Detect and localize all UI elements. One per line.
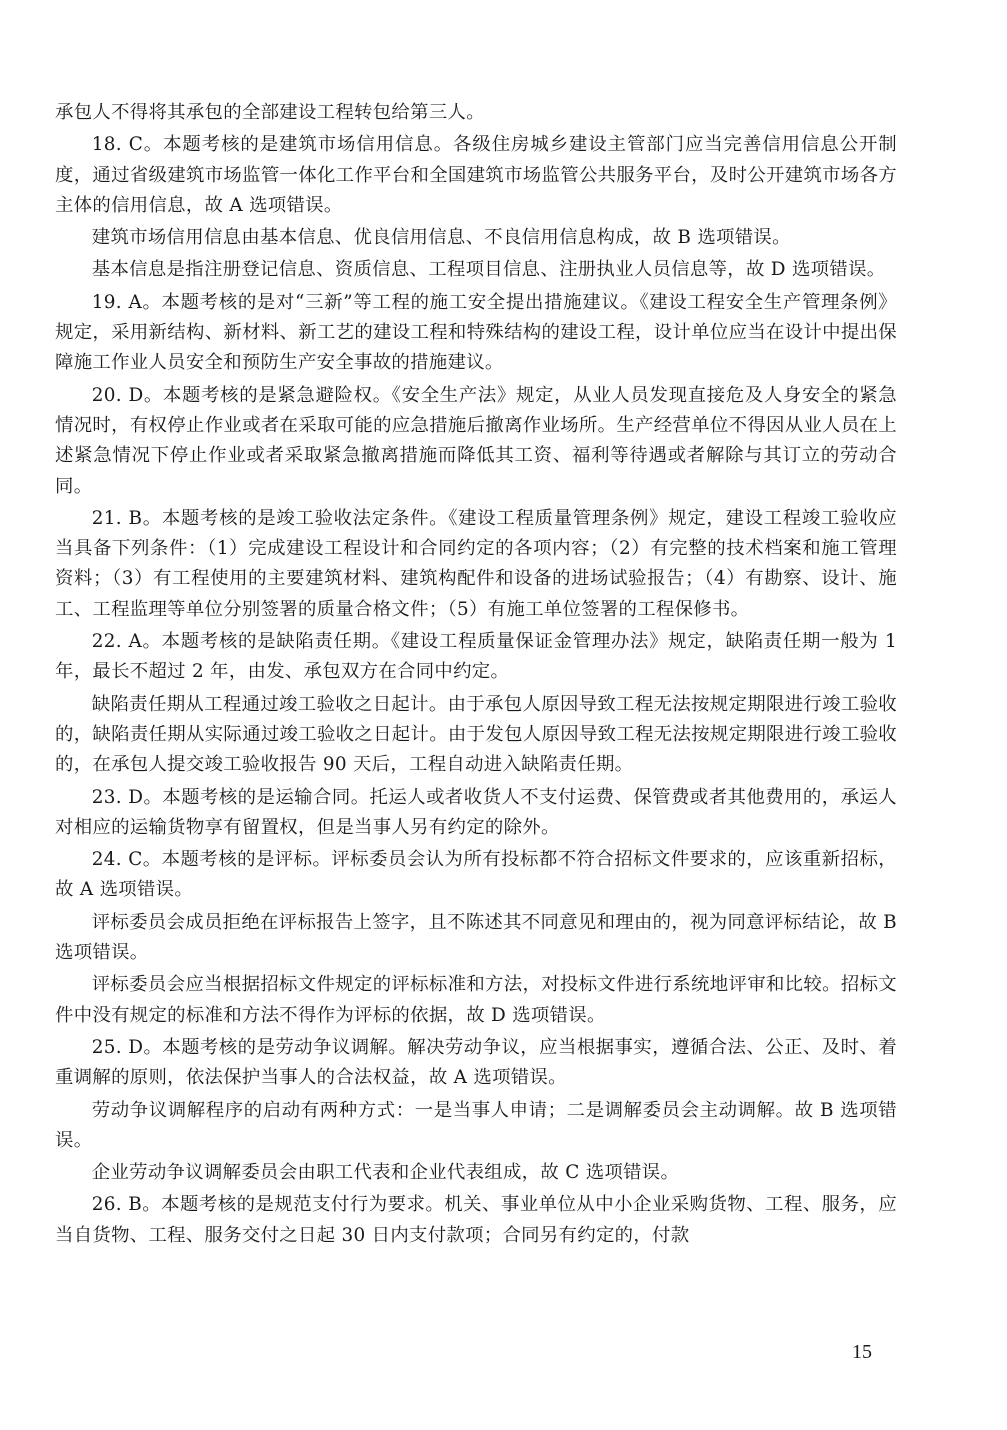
paragraph-6: 21. B。本题考核的是竣工验收法定条件。《建设工程质量管理条例》规定，建设工程竣工验收应当具备下列条件：（1）完成建设工程设计和合同约定的各项内容；（2）有完整的技术档案和施工管理资料；（3）有工程使用的主要建筑材料、建筑构配件和设备的进场试验报告；（4）有勘察、设计、施工、工程监理等单位分别签署的质量合格文件；（5）有施工单位签署的工程保修书。 xyxy=(55,507,897,620)
page-number: 15 xyxy=(852,1341,872,1363)
paragraph-16: 26. B。本题考核的是规范支付行为要求。机关、事业单位从中小企业采购货物、工程、服务，应当自货物、工程、服务交付之日起 30 日内支付款项；合同另有约定的，付款 xyxy=(55,1194,897,1246)
paragraph-8: 缺陷责任期从工程通过竣工验收之日起计。由于承包人原因导致工程无法按规定期限进行竣工验收的，缺陷责任期从实际通过竣工验收之日起计。由于发包人原因导致工程无法按规定期限进行竣工验收的，在承包人提交竣工验收报告 90 天后，工程自动进入缺陷责任期。 xyxy=(55,693,897,776)
paragraph-0: 承包人不得将其承包的全部建设工程转包给第三人。 xyxy=(55,102,485,123)
paragraph-10: 24. C。本题考核的是评标。评标委员会认为所有投标都不符合招标文件要求的，应该重新招标，故 A 选项错误。 xyxy=(55,849,897,901)
page-body xyxy=(55,98,897,1253)
paragraph-3: 基本信息是指注册登记信息、资质信息、工程项目信息、注册执业人员信息等，故 D 选项错误。 xyxy=(91,259,886,281)
paragraph-7: 22. A。本题考核的是缺陷责任期。《建设工程质量保证金管理办法》规定，缺陷责任期一般为 1 年，最长不超过 2 年，由发、承包双方在合同中约定。 xyxy=(55,631,897,683)
paragraph-14: 劳动争议调解程序的启动有两种方式：一是当事人申请；二是调解委员会主动调解。故 B 选项错误。 xyxy=(55,1099,897,1151)
paragraph-5: 20. D。本题考核的是紧急避险权。《安全生产法》规定，从业人员发现直接危及人身安全的紧急情况时，有权停止作业或者在采取可能的应急措施后撤离作业场所。生产经营单位不得因从业人员在上述紧急情况下停止作业或者采取紧急撤离措施而降低其工资、福利等待遇或者解除与其订立的劳动合同。 xyxy=(55,384,897,497)
paragraph-13: 25. D。本题考核的是劳动争议调解。解决劳动争议，应当根据事实，遵循合法、公正、及时、着重调解的原则，依法保护当事人的合法权益，故 A 选项错误。 xyxy=(55,1036,897,1089)
paragraph-12: 评标委员会应当根据招标文件规定的评标标准和方法，对投标文件进行系统地评审和比较。招标文件中没有规定的标准和方法不得作为评标的依据，故 D 选项错误。 xyxy=(55,974,897,1026)
paragraph-11: 评标委员会成员拒绝在评标报告上签字，且不陈述其不同意见和理由的，视为同意评标结论，故 B 选项错误。 xyxy=(55,911,897,964)
paragraph-4: 19. A。本题考核的是对“三新”等工程的施工安全提出措施建议。《建设工程安全生产管理条例》规定，采用新结构、新材料、新工艺的建设工程和特殊结构的建设工程，设计单位应当在设计中提出保障施工作业人员安全和预防生产安全事故的措施建议。 xyxy=(55,291,897,374)
paragraph-9: 23. D。本题考核的是运输合同。托运人或者收货人不支付运费、保管费或者其他费用的，承运人对相应的运输货物享有留置权，但是当事人另有约定的除外。 xyxy=(55,786,897,838)
paragraph-2: 建筑市场信用信息由基本信息、优良信用信息、不良信用信息构成，故 B 选项错误。 xyxy=(91,227,791,249)
paragraph-1: 18. C。本题考核的是建筑市场信用信息。各级住房城乡建设主管部门应当完善信用信息公开制度，通过省级建筑市场监管一体化工作平台和全国建筑市场监管公共服务平台，及时公开建筑市场各方主体的信用信息，故 A 选项错误。 xyxy=(55,134,897,216)
paragraph-15: 企业劳动争议调解委员会由职工代表和企业代表组成，故 C 选项错误。 xyxy=(91,1162,680,1184)
